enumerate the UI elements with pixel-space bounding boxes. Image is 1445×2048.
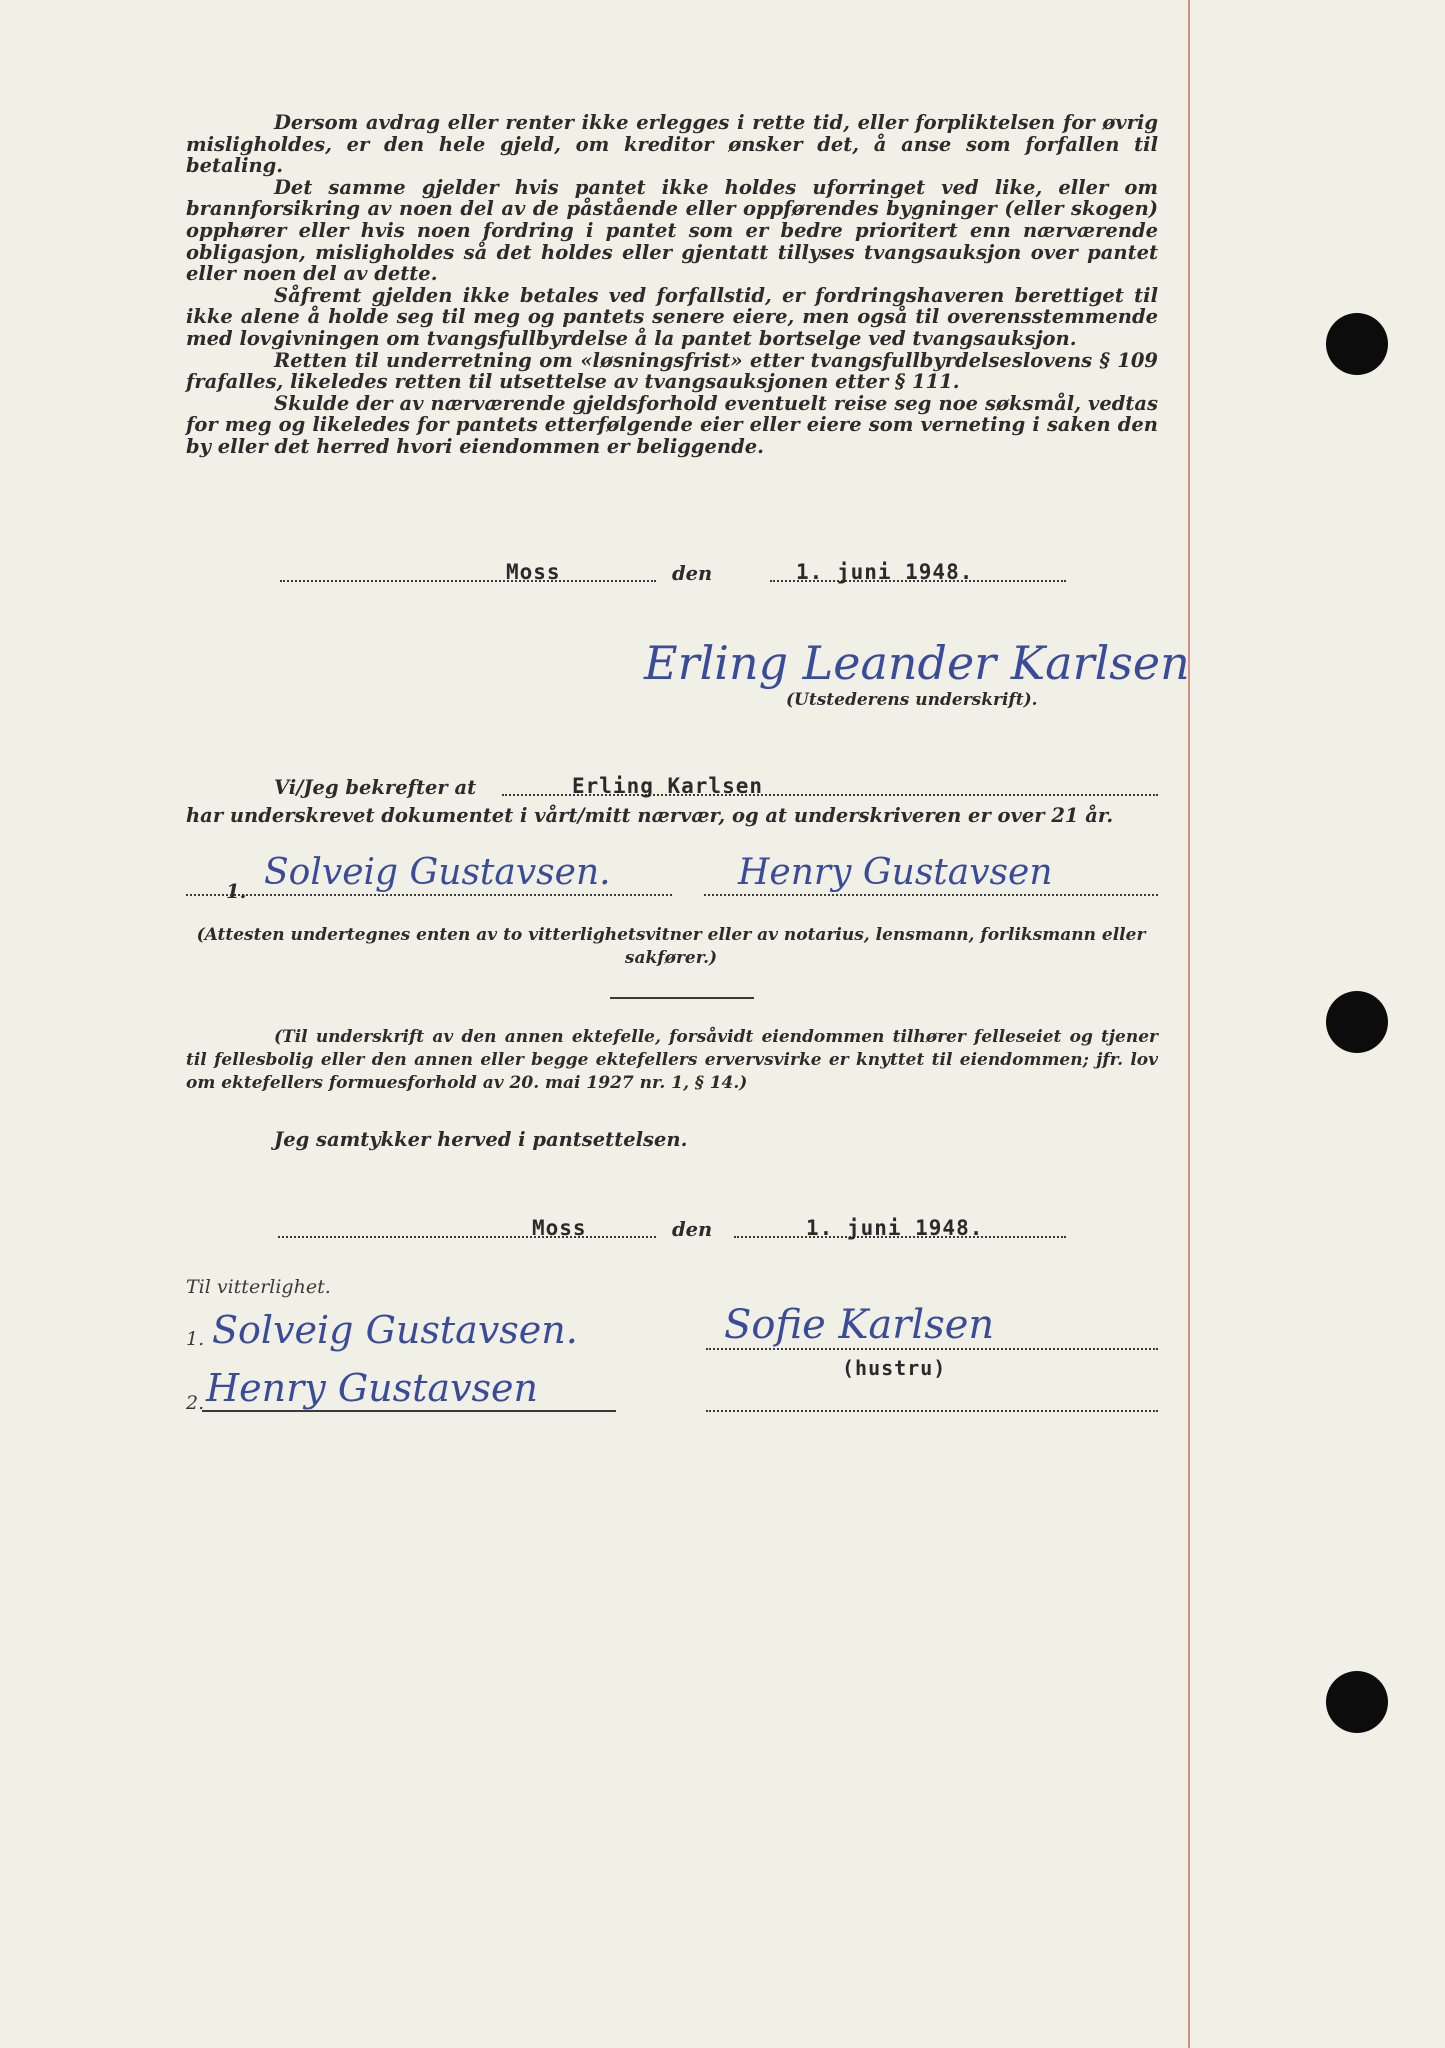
clause-venue: Skulde der av nærværende gjeldsforhold eventuelt reise seg noe søksmål, vedtas for meg og likeledes for pantets etterfølgende eier eller eiere som verneting i saken den by eller det herred hvori eiendommen er beliggende. <box>186 391 1158 458</box>
consent-text: Jeg samtykker herved i pantsettelsen. <box>274 1128 688 1151</box>
confirm-label: Vi/Jeg bekrefter at <box>274 776 477 799</box>
spouse-place-line <box>278 1236 656 1238</box>
witness-number: 1. <box>226 880 247 903</box>
attest-note: (Attesten undertegnes enten av to vitterlighetsvitner eller av notarius, lensmann, forliksmann eller sakfører.) <box>196 925 1146 968</box>
clause-collateral: Det samme gjelder hvis pantet ikke holdes uforringet ved like, eller om brannforsikring av noen del av de påstående eller oppførendes bygninger (eller skogen) opphører eller hvis noen fordring i pantet som er bedre prioritert enn nærværende obligasjon, misligholdes så det holdes eller gjentatt tillyses tvangsauksjon over pantet eller noen del av dette. <box>186 175 1158 286</box>
spouse-role: (hustru) <box>842 1356 947 1380</box>
spouse-place: Moss <box>532 1216 587 1240</box>
confirmed-signer-name: Erling Karlsen <box>572 774 764 798</box>
issuer-signature: Erling Leander Karlsen <box>644 636 1190 690</box>
issuer-date: 1. juni 1948. <box>796 560 974 584</box>
punch-hole <box>1326 991 1388 1053</box>
witness-num-1: 1. <box>186 1328 205 1350</box>
separator-line <box>610 997 754 999</box>
spouse-signature-line <box>706 1348 1158 1350</box>
spouse-den-label: den <box>672 1218 713 1241</box>
margin-line <box>1188 0 1190 2048</box>
blank-signature-line <box>706 1410 1158 1412</box>
punch-hole <box>1326 1671 1388 1733</box>
spouse-witness-signature-1: Solveig Gustavsen. <box>212 1308 578 1352</box>
spouse-signature: Sofie Karlsen <box>724 1302 995 1348</box>
spouse-date: 1. juni 1948. <box>806 1216 984 1240</box>
place-line <box>280 580 656 582</box>
punch-hole <box>1326 313 1388 375</box>
witness-line-1 <box>186 894 672 896</box>
spouse-note: (Til underskrift av den annen ektefelle, forsåvidt eiendommen tilhører felleseiet og tjener til fellesbolig eller den annen eller begge ektefellers ervervsvirke er knyttet til eiendommen; jfr. lov om ektefellers formuesforhold av 20. mai 1927 nr. 1, § 14.) <box>186 1027 1158 1093</box>
den-label: den <box>672 562 713 585</box>
witness-signature-1: Solveig Gustavsen. <box>264 852 611 893</box>
confirm-text: har underskrevet dokumentet i vårt/mitt nærvær, og at underskriveren er over 21 år. <box>186 804 1114 827</box>
clause-default: Dersom avdrag eller renter ikke erlegges i rette tid, eller forpliktelsen for øvrig misligholdes, er den hele gjeld, om kreditor ønsker det, å anse som forfallen til betaling. <box>186 111 1158 178</box>
vitterlighet-label: Til vitterlighet. <box>186 1276 331 1298</box>
spouse-witness-signature-2: Henry Gustavsen <box>206 1366 538 1410</box>
witness-num-2: 2. <box>186 1392 205 1414</box>
signature-caption: (Utstederens underskrift). <box>786 690 1038 710</box>
clause-foreclosure: Såfremt gjelden ikke betales ved forfallstid, er fordringshaveren berettiget til ikke alene å holde seg til meg og pantets senere eiere, men også til overensstemmende med lovgivningen om tvangsfullbyrdelse å la pantet bortselge ved tvangsauksjon. <box>186 283 1158 350</box>
clause-redemption: Retten til underretning om «løsningsfrist» etter tvangsfullbyrdelseslovens § 109 frafalles, likeledes retten til utsettelse av tvangsauksjonen etter § 111. <box>186 348 1158 394</box>
witness-line-2b <box>202 1410 616 1412</box>
issuer-place: Moss <box>506 560 561 584</box>
witness-line-2 <box>704 894 1158 896</box>
loan-terms-text <box>186 112 1158 458</box>
witness-signature-2: Henry Gustavsen <box>738 852 1053 893</box>
